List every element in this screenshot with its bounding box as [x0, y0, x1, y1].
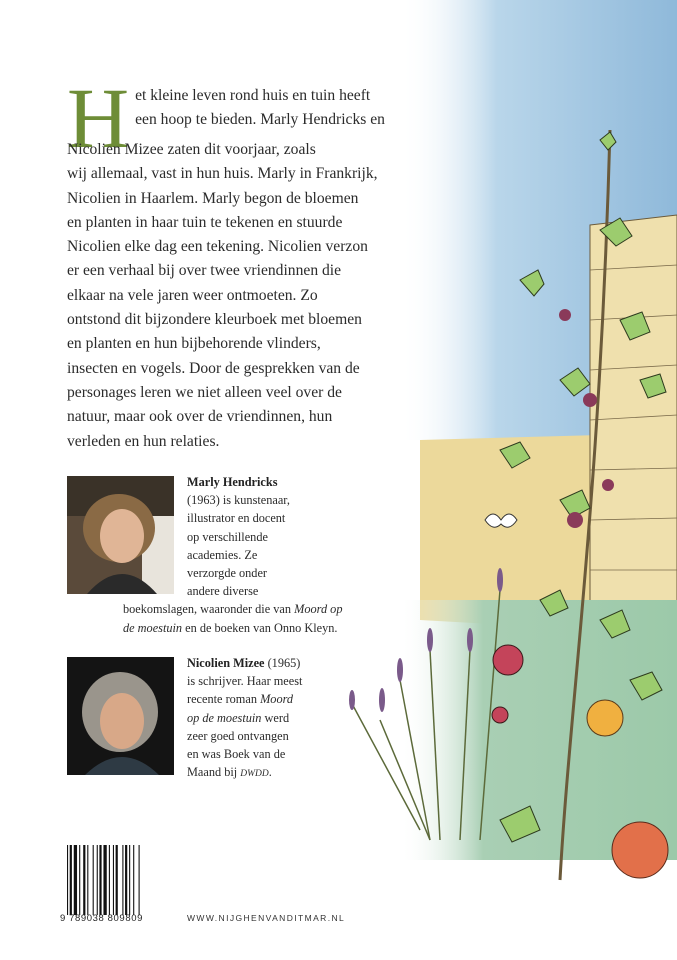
- barcode-bar: [125, 845, 127, 915]
- barcode-bar: [113, 845, 114, 915]
- intro-line: ontstond dit bijzondere kleurboek met bloemen: [67, 311, 362, 329]
- barcode-bar: [133, 845, 134, 915]
- bio-nicolien-mizee: [187, 654, 302, 783]
- author-name: Marly Hendricks: [187, 475, 278, 489]
- intro-line: Nicolien Mizee zaten dit voorjaar, zoals: [67, 141, 316, 158]
- rose-bud: [492, 707, 508, 723]
- intro-line: et kleine leven rond huis en tuin heeft: [135, 87, 371, 104]
- intro-text: [67, 70, 397, 454]
- bio-line: recente roman: [187, 692, 261, 707]
- intro-line: personages leren we niet alleen veel over de: [67, 383, 342, 401]
- barcode-bar: [109, 845, 110, 915]
- bio-line: (1963) is kunstenaar,: [187, 493, 290, 508]
- intro-line: Nicolien in Haarlem. Marly begon de bloemen: [67, 189, 359, 207]
- intro-line: en planten in haar tuin te tekenen en stuurde: [67, 213, 343, 231]
- barcode-bar: [116, 845, 118, 915]
- barcode-bar: [70, 845, 72, 915]
- intro-line: Nicolien elke dag een tekening. Nicolien verzon: [67, 238, 368, 256]
- barcode-bar: [122, 845, 123, 915]
- intro-line: wij allemaal, vast in hun huis. Marly in Frankrijk,: [67, 165, 378, 183]
- bio-line: boekomslagen, waaronder die van: [123, 602, 295, 617]
- intro-line: een hoop te bieden. Marly Hendricks en: [135, 111, 385, 129]
- rose-yellow: [587, 700, 623, 736]
- bio-line: andere diverse: [187, 584, 259, 599]
- intro-line: er een verhaal bij over twee vriendinnen die: [67, 262, 342, 280]
- book-title: de moestuin: [123, 620, 183, 635]
- grass: [400, 600, 677, 860]
- intro-line: verleden en hun relaties.: [67, 432, 220, 450]
- bio-line: werd: [261, 710, 290, 725]
- intro-line: insecten en vogels. Door de gesprekken van de: [67, 359, 360, 377]
- barcode-bar: [83, 845, 85, 915]
- rose-orange: [612, 822, 668, 878]
- book-title: Moord op: [294, 602, 343, 617]
- bio-line: is schrijver. Haar meest: [187, 674, 303, 689]
- author-name: Nicolien Mizee: [187, 656, 265, 670]
- barcode-bar: [87, 845, 88, 915]
- bio-line: Maand bij: [187, 765, 241, 780]
- bio-line: en de boeken van Onno Kleyn.: [182, 620, 338, 635]
- barcode-bar: [129, 845, 130, 915]
- bio-line: zeer goed ontvangen: [187, 728, 289, 743]
- book-title: op de moestuin: [187, 710, 262, 725]
- bio-marly-hendricks: [123, 473, 343, 637]
- drop-cap: H: [67, 70, 130, 166]
- isbn-number: 9 789038 809809: [60, 913, 143, 924]
- bio-line: op verschillende: [187, 529, 268, 544]
- bio-line: verzorgde onder: [187, 566, 268, 581]
- intro-line: elkaar na vele jaren weer ontmoeten. Zo: [67, 286, 318, 304]
- barcode-bar: [139, 845, 140, 915]
- bio-line: academies. Ze: [187, 547, 258, 562]
- barcode: [67, 845, 165, 915]
- publisher-website: WWW.NIJGHENVANDITMAR.NL: [187, 913, 346, 923]
- show-name: DWDD: [240, 769, 269, 780]
- author-photo-nicolien: [67, 657, 174, 775]
- intro-line: natuur, maar ook over de vriendinnen, hun: [67, 408, 333, 426]
- barcode-bar: [93, 845, 94, 915]
- intro-line: en planten en hun bijbehorende vlinders,: [67, 335, 321, 353]
- book-title: Moord: [260, 692, 294, 707]
- barcode-bar: [74, 845, 77, 915]
- author-photo-marly: [67, 476, 174, 594]
- barcode-bar: [79, 845, 80, 915]
- bio-line: .: [268, 765, 272, 780]
- barcode-bar: [99, 845, 101, 915]
- barcode-bar: [67, 845, 68, 915]
- barcode-bar: [103, 845, 106, 915]
- rose-red: [493, 645, 523, 675]
- bio-line: illustrator en docent: [187, 511, 286, 526]
- bio-line: en was Boek van de: [187, 747, 286, 762]
- author-year: (1965): [264, 656, 301, 670]
- barcode-bar: [97, 845, 98, 915]
